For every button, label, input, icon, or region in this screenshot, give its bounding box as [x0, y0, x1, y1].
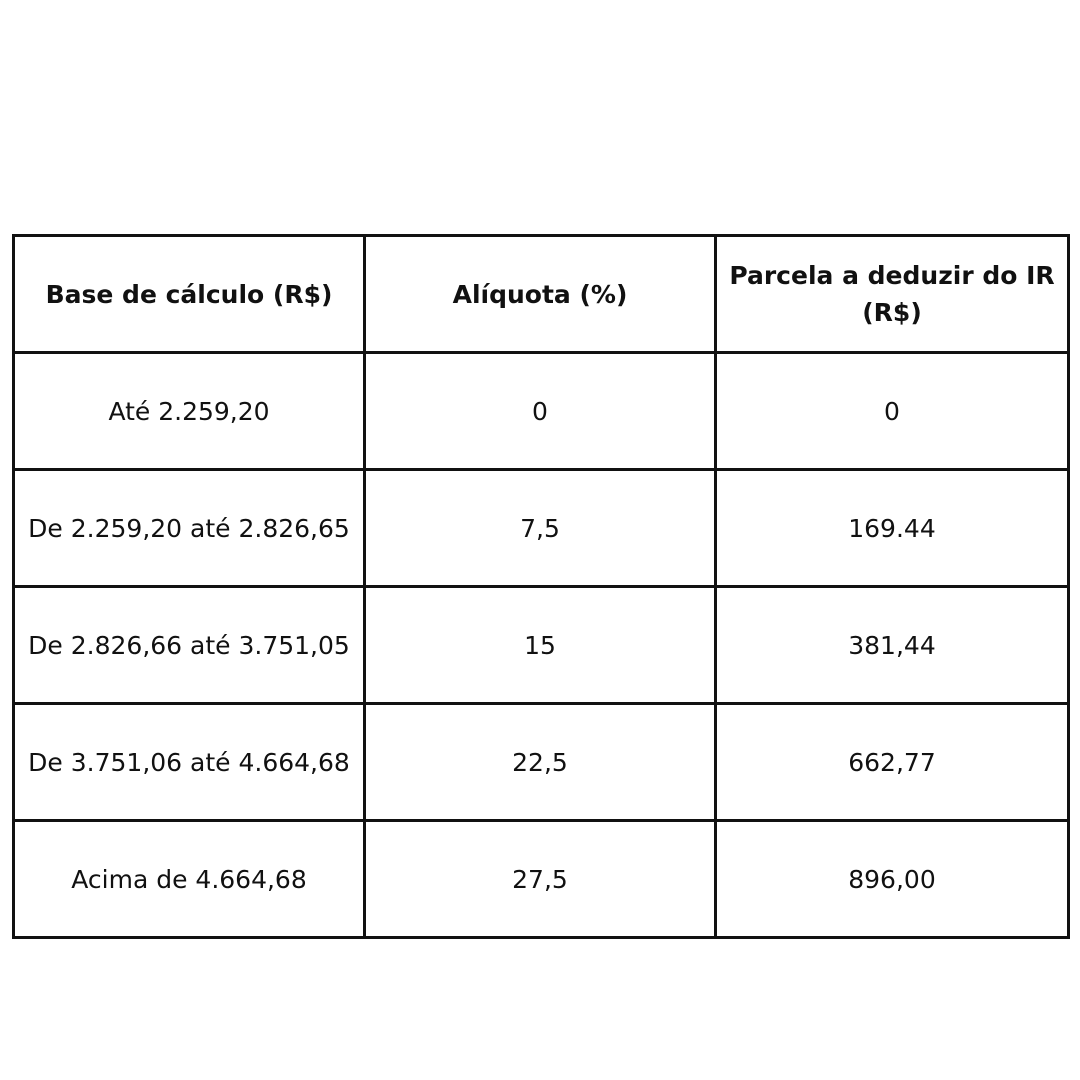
cell-parcela: 662,77 — [716, 704, 1069, 821]
table-body — [14, 353, 1069, 938]
table-row — [14, 587, 1069, 704]
table-row — [14, 353, 1069, 470]
cell-aliquota: 7,5 — [365, 470, 716, 587]
header-base-calculo: Base de cálculo (R$) — [14, 236, 365, 353]
cell-aliquota: 0 — [365, 353, 716, 470]
tax-bracket-table — [12, 234, 1070, 939]
table-header — [14, 236, 1069, 353]
cell-parcela: 381,44 — [716, 587, 1069, 704]
cell-base: De 2.826,66 até 3.751,05 — [14, 587, 365, 704]
cell-base: Acima de 4.664,68 — [14, 821, 365, 938]
header-parcela-deduzir: Parcela a deduzir do IR (R$) — [716, 236, 1069, 353]
header-aliquota: Alíquota (%) — [365, 236, 716, 353]
table-row — [14, 704, 1069, 821]
cell-parcela: 0 — [716, 353, 1069, 470]
cell-base: Até 2.259,20 — [14, 353, 365, 470]
table-row — [14, 470, 1069, 587]
header-row — [14, 236, 1069, 353]
table-row — [14, 821, 1069, 938]
cell-parcela: 169.44 — [716, 470, 1069, 587]
cell-parcela: 896,00 — [716, 821, 1069, 938]
cell-aliquota: 22,5 — [365, 704, 716, 821]
cell-base: De 2.259,20 até 2.826,65 — [14, 470, 365, 587]
cell-base: De 3.751,06 até 4.664,68 — [14, 704, 365, 821]
cell-aliquota: 15 — [365, 587, 716, 704]
cell-aliquota: 27,5 — [365, 821, 716, 938]
